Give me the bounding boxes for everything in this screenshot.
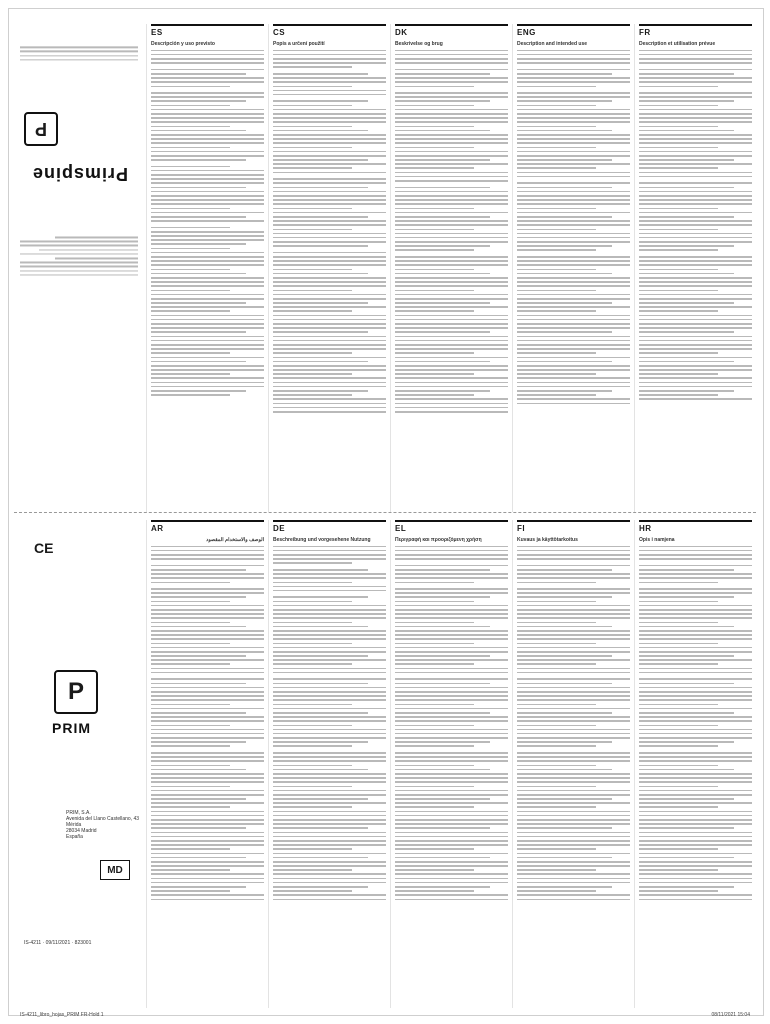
top-half <box>14 24 756 512</box>
column-es <box>146 24 268 512</box>
manufacturer-name: PRIM, S.A. <box>66 810 91 816</box>
section-title: Beskrivelse og brug <box>395 41 443 47</box>
bottom-half <box>14 520 756 1008</box>
section-title: Opis i namjena <box>639 537 675 543</box>
column-hr <box>634 520 756 1008</box>
lang-tab-cs: CS <box>273 24 386 37</box>
model-list <box>20 234 138 278</box>
section-title: Descripción y uso previsto <box>151 41 215 47</box>
column-de <box>268 520 390 1008</box>
section-title: الوصف والاستخدام المقصود <box>206 537 264 543</box>
manufacturer-block <box>66 810 142 840</box>
section-title: Description et utilisation prévue <box>639 41 716 47</box>
brand-panel-top <box>14 24 146 512</box>
section-title: Popis a určení použití <box>273 41 325 47</box>
fold-line <box>14 512 756 513</box>
prim-logo-icon: P <box>54 670 98 714</box>
column-fi <box>512 520 634 1008</box>
lang-tab-dk: DK <box>395 24 508 37</box>
md-badge: MD <box>100 860 130 880</box>
brand-logo-text: Primspine <box>31 164 128 184</box>
lang-tab-fr: FR <box>639 24 752 37</box>
manufacturer-address1: Avenida del Llano Castellano, 43 <box>66 816 140 822</box>
lang-tab-el: EL <box>395 520 508 533</box>
ce-mark: CE <box>34 540 54 556</box>
section-title: Beschreibung und vorgesehene Nutzung <box>273 537 371 543</box>
manufacturer-country: España <box>66 834 83 840</box>
column-fr <box>634 24 756 512</box>
lang-tab-fi: FI <box>517 520 630 533</box>
brand-wordmark: PRIM <box>52 720 91 736</box>
lang-tab-ar: AR <box>151 520 264 533</box>
section-title: Περιγραφή και προοριζόμενη χρήση <box>395 537 482 543</box>
brand-panel-bottom <box>14 520 146 1008</box>
lang-tab-de: DE <box>273 520 386 533</box>
lang-tab-hr: HR <box>639 520 752 533</box>
column-dk <box>390 24 512 512</box>
footer-timestamp: 08/11/2021 15:04 <box>711 1012 750 1018</box>
section-title: Description and intended use <box>517 41 588 47</box>
lang-tab-eng: ENG <box>517 24 630 37</box>
footer-filename: IS-4211_libro_hojas_PRIM FR-Hold 1 <box>20 1012 104 1018</box>
document-code: IS-4211 · 09/11/2021 · 823001 <box>24 940 92 946</box>
manufacturer-rotated <box>20 44 138 63</box>
column-el <box>390 520 512 1008</box>
column-ar <box>146 520 268 1008</box>
prim-logo-icon: P <box>24 112 58 146</box>
manufacturer-address2: Mérida <box>66 822 82 828</box>
lang-tab-es: ES <box>151 24 264 37</box>
column-eng <box>512 24 634 512</box>
section-title: Kuvaus ja käyttötarkoitus <box>517 537 578 543</box>
column-cs <box>268 24 390 512</box>
manufacturer-address3: 28034 Madrid <box>66 828 97 834</box>
